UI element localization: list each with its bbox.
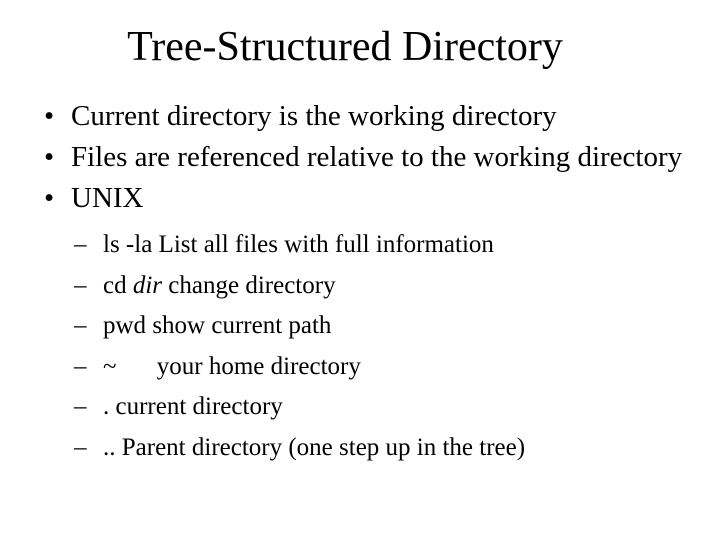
command-description: List all files with full information xyxy=(158,231,494,258)
command-name: ~ xyxy=(103,352,117,380)
dash-icon: – xyxy=(74,393,87,420)
unix-command-item xyxy=(74,387,684,428)
command-name: . xyxy=(103,393,110,420)
unix-command-item xyxy=(74,428,684,469)
dash-icon: – xyxy=(74,231,87,258)
bullet-item xyxy=(44,96,684,137)
bullet-text: UNIX xyxy=(71,182,144,214)
command-description: Parent directory (one step up in the tree) xyxy=(121,433,526,461)
bullet-dot-icon: • xyxy=(44,182,55,214)
bullet-dot-icon: • xyxy=(44,141,55,173)
command-name: ls -la xyxy=(103,231,153,258)
bullet-list xyxy=(44,96,684,468)
bullet-item xyxy=(44,178,684,468)
dash-icon: – xyxy=(74,352,87,380)
dash-icon: – xyxy=(74,433,87,461)
command-description: change directory xyxy=(168,271,336,299)
bullet-text: Current directory is the working directory xyxy=(71,100,557,132)
command-description: current directory xyxy=(115,393,283,420)
unix-command-item xyxy=(74,306,684,347)
command-name: .. xyxy=(103,433,116,461)
bullet-text: Files are referenced relative to the working directory xyxy=(71,141,683,173)
bullet-dot-icon: • xyxy=(44,100,55,132)
command-name: pwd xyxy=(103,312,147,339)
dash-icon: – xyxy=(74,271,87,299)
unix-command-item xyxy=(74,225,684,266)
unix-command-item xyxy=(74,347,684,388)
command-description: show current path xyxy=(152,312,332,339)
dash-icon: – xyxy=(74,312,87,339)
slide-title: Tree-Structured Directory xyxy=(127,24,563,70)
command-description: your home directory xyxy=(156,352,361,380)
command-argument: dir xyxy=(132,271,163,299)
bullet-item xyxy=(44,137,684,178)
unix-command-item xyxy=(74,266,684,307)
unix-command-list xyxy=(74,225,684,468)
command-name: cd xyxy=(103,271,127,299)
